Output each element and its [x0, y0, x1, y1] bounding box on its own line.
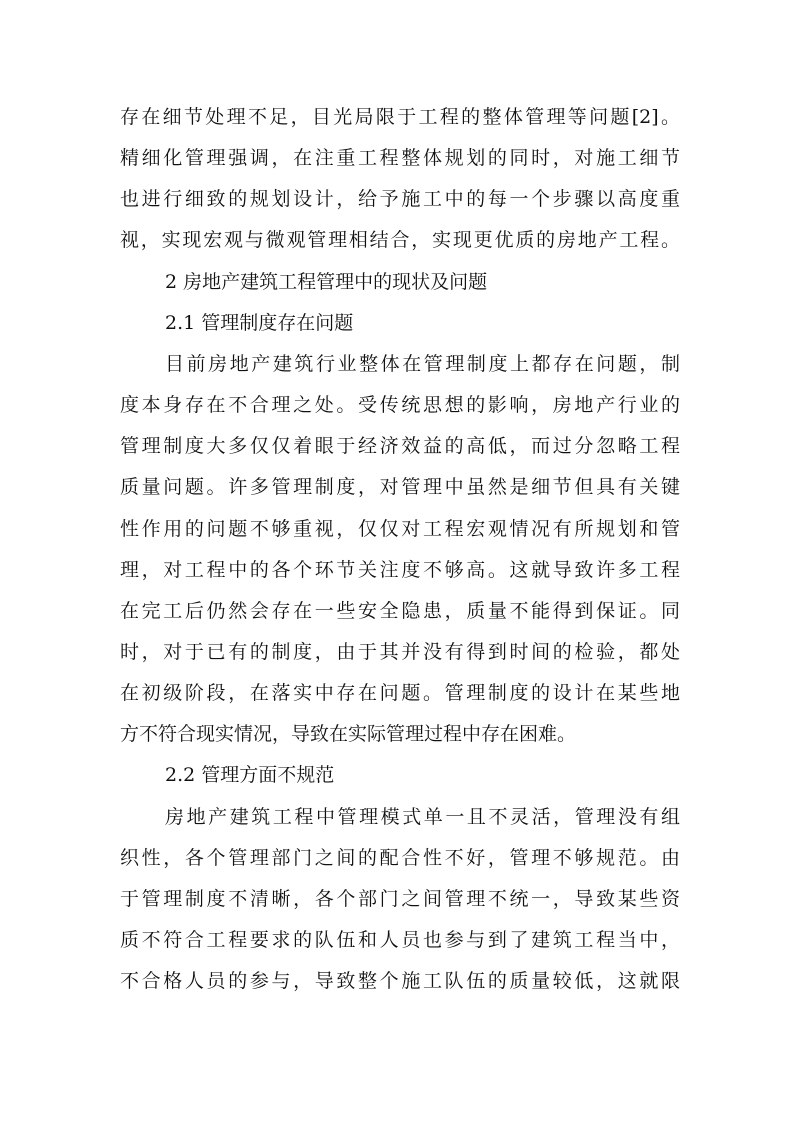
paragraph-line: 精细化管理强调，在注重工程整体规划的同时，对施工细节	[120, 147, 680, 170]
paragraph-line: 存在细节处理不足，目光局限于工程的整体管理等问题[2]。	[120, 106, 680, 128]
paragraph-line: 在完工后仍然会存在一些安全隐患，质量不能得到保证。同	[120, 599, 680, 622]
section-heading: 2.2 管理方面不规范	[165, 764, 335, 787]
paragraph-line: 时，对于已有的制度，由于其并没有得到时间的检验，都处	[120, 640, 680, 663]
paragraph-line: 方不符合现实情况，导致在实际管理过程中存在困难。	[120, 723, 577, 746]
section-heading: 2.1 管理制度存在问题	[165, 311, 354, 334]
section-heading: 2 房地产建筑工程管理中的现状及问题	[165, 270, 488, 293]
paragraph-line: 性作用的问题不够重视，仅仅对工程宏观情况有所规划和管	[120, 517, 680, 540]
paragraph-line: 质量问题。许多管理制度，对管理中虽然是细节但具有关键	[120, 476, 680, 499]
paragraph-line: 目前房地产建筑行业整体在管理制度上都存在问题，制	[165, 352, 680, 375]
paragraph-line: 房地产建筑工程中管理模式单一且不灵活，管理没有组	[165, 805, 680, 828]
paragraph-line: 于管理制度不清晰，各个部门之间管理不统一，导致某些资	[120, 887, 680, 910]
paragraph-line: 质不符合工程要求的队伍和人员也参与到了建筑工程当中，	[120, 929, 680, 951]
paragraph-line: 视，实现宏观与微观管理相结合，实现更优质的房地产工程。	[120, 229, 680, 252]
paragraph-line: 度本身存在不合理之处。受传统思想的影响，房地产行业的	[120, 394, 680, 417]
paragraph-line: 在初级阶段，在落实中存在问题。管理制度的设计在某些地	[120, 682, 680, 705]
paragraph-line: 理，对工程中的各个环节关注度不够高。这就导致许多工程	[120, 558, 680, 581]
paragraph-line: 不合格人员的参与，导致整个施工队伍的质量较低，这就限	[120, 970, 680, 993]
paragraph-line: 管理制度大多仅仅着眼于经济效益的高低，而过分忽略工程	[120, 435, 680, 458]
paragraph-line: 也进行细致的规划设计，给予施工中的每一个步骤以高度重	[120, 188, 680, 211]
paragraph-line: 织性，各个管理部门之间的配合性不好，管理不够规范。由	[120, 846, 680, 869]
